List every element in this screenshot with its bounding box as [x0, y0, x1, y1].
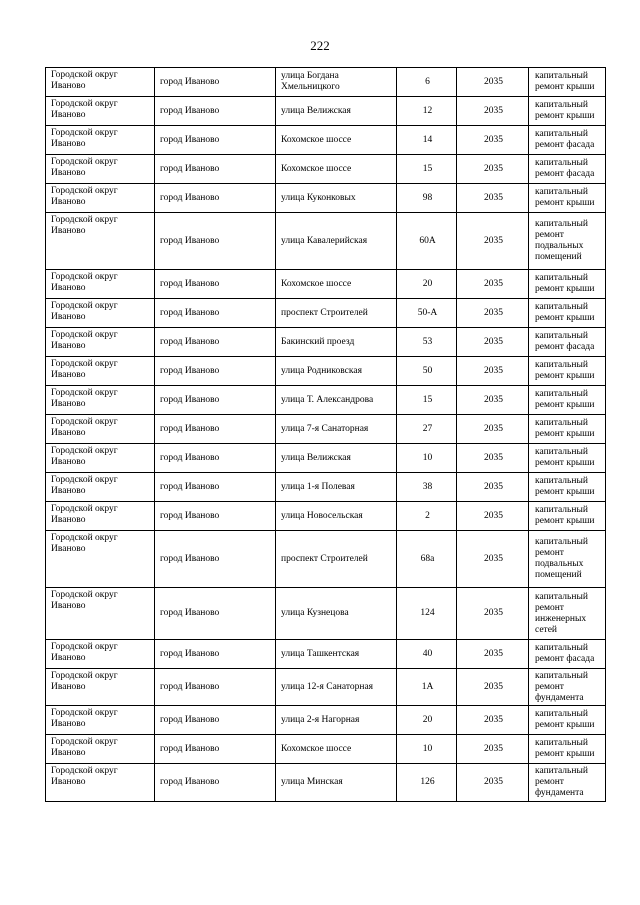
- house-number-cell: 15: [397, 155, 457, 184]
- district-cell: Городской округ Иваново: [46, 126, 155, 155]
- year-cell: 2035: [457, 299, 529, 328]
- city-cell: город Иваново: [155, 213, 276, 270]
- table-row: [46, 531, 606, 588]
- table-row: [46, 415, 606, 444]
- house-number-cell: 2: [397, 502, 457, 531]
- work-type-cell: капитальный ремонт фасада: [529, 328, 606, 357]
- table-row: [46, 669, 606, 706]
- city-cell: город Иваново: [155, 68, 276, 97]
- house-number-cell: 27: [397, 415, 457, 444]
- street-cell: улица 1-я Полевая: [276, 473, 397, 502]
- district-cell: Городской округ Иваново: [46, 415, 155, 444]
- city-cell: город Иваново: [155, 126, 276, 155]
- table-row: [46, 97, 606, 126]
- house-number-cell: 124: [397, 588, 457, 640]
- street-cell: проспект Строителей: [276, 299, 397, 328]
- table-row: [46, 270, 606, 299]
- district-cell: Городской округ Иваново: [46, 764, 155, 802]
- table-row: [46, 764, 606, 802]
- house-number-cell: 68а: [397, 531, 457, 588]
- street-cell: улица Велижская: [276, 444, 397, 473]
- table-row: [46, 68, 606, 97]
- street-cell: улица Кавалерийская: [276, 213, 397, 270]
- work-type-cell: капитальный ремонт крыши: [529, 270, 606, 299]
- district-cell: Городской округ Иваново: [46, 97, 155, 126]
- work-type-cell: капитальный ремонт подвальных помещений: [529, 531, 606, 588]
- table-body: [46, 68, 606, 802]
- table-row: [46, 328, 606, 357]
- table-row: [46, 588, 606, 640]
- street-cell: улица Кузнецова: [276, 588, 397, 640]
- street-cell: проспект Строителей: [276, 531, 397, 588]
- district-cell: Городской округ Иваново: [46, 706, 155, 735]
- district-cell: Городской округ Иваново: [46, 735, 155, 764]
- table-row: [46, 735, 606, 764]
- district-cell: Городской округ Иваново: [46, 68, 155, 97]
- house-number-cell: 126: [397, 764, 457, 802]
- district-cell: Городской округ Иваново: [46, 386, 155, 415]
- work-type-cell: капитальный ремонт крыши: [529, 184, 606, 213]
- work-type-cell: капитальный ремонт фасада: [529, 126, 606, 155]
- house-number-cell: 98: [397, 184, 457, 213]
- work-type-cell: капитальный ремонт фасада: [529, 640, 606, 669]
- city-cell: город Иваново: [155, 640, 276, 669]
- city-cell: город Иваново: [155, 764, 276, 802]
- year-cell: 2035: [457, 588, 529, 640]
- work-type-cell: капитальный ремонт крыши: [529, 415, 606, 444]
- table-row: [46, 444, 606, 473]
- district-cell: Городской округ Иваново: [46, 588, 155, 640]
- work-type-cell: капитальный ремонт крыши: [529, 473, 606, 502]
- year-cell: 2035: [457, 473, 529, 502]
- work-type-cell: капитальный ремонт фасада: [529, 155, 606, 184]
- district-cell: Городской округ Иваново: [46, 155, 155, 184]
- table-row: [46, 184, 606, 213]
- district-cell: Городской округ Иваново: [46, 669, 155, 706]
- district-cell: Городской округ Иваново: [46, 473, 155, 502]
- city-cell: город Иваново: [155, 415, 276, 444]
- street-cell: Кохомское шоссе: [276, 126, 397, 155]
- district-cell: Городской округ Иваново: [46, 184, 155, 213]
- work-type-cell: капитальный ремонт крыши: [529, 502, 606, 531]
- city-cell: город Иваново: [155, 502, 276, 531]
- house-number-cell: 53: [397, 328, 457, 357]
- district-cell: Городской округ Иваново: [46, 640, 155, 669]
- work-type-cell: капитальный ремонт подвальных помещений: [529, 213, 606, 270]
- city-cell: город Иваново: [155, 386, 276, 415]
- year-cell: 2035: [457, 531, 529, 588]
- city-cell: город Иваново: [155, 473, 276, 502]
- street-cell: улица 12-я Санаторная: [276, 669, 397, 706]
- street-cell: улица Т. Александрова: [276, 386, 397, 415]
- work-type-cell: капитальный ремонт крыши: [529, 68, 606, 97]
- house-number-cell: 15: [397, 386, 457, 415]
- city-cell: город Иваново: [155, 588, 276, 640]
- work-type-cell: капитальный ремонт крыши: [529, 444, 606, 473]
- table-row: [46, 126, 606, 155]
- work-type-cell: капитальный ремонт крыши: [529, 706, 606, 735]
- year-cell: 2035: [457, 155, 529, 184]
- city-cell: город Иваново: [155, 357, 276, 386]
- house-number-cell: 50-А: [397, 299, 457, 328]
- street-cell: улица Куконковых: [276, 184, 397, 213]
- house-number-cell: 10: [397, 735, 457, 764]
- city-cell: город Иваново: [155, 328, 276, 357]
- year-cell: 2035: [457, 735, 529, 764]
- year-cell: 2035: [457, 640, 529, 669]
- district-cell: Городской округ Иваново: [46, 531, 155, 588]
- street-cell: улица Богдана Хмельницкого: [276, 68, 397, 97]
- district-cell: Городской округ Иваново: [46, 502, 155, 531]
- year-cell: 2035: [457, 386, 529, 415]
- work-type-cell: капитальный ремонт инженерных сетей: [529, 588, 606, 640]
- city-cell: город Иваново: [155, 97, 276, 126]
- repair-schedule-table: [45, 67, 606, 802]
- house-number-cell: 40: [397, 640, 457, 669]
- house-number-cell: 10: [397, 444, 457, 473]
- city-cell: город Иваново: [155, 270, 276, 299]
- year-cell: 2035: [457, 270, 529, 299]
- table-row: [46, 502, 606, 531]
- year-cell: 2035: [457, 764, 529, 802]
- city-cell: город Иваново: [155, 444, 276, 473]
- street-cell: улица 7-я Санаторная: [276, 415, 397, 444]
- city-cell: город Иваново: [155, 669, 276, 706]
- table-row: [46, 386, 606, 415]
- house-number-cell: 38: [397, 473, 457, 502]
- table-row: [46, 473, 606, 502]
- district-cell: Городской округ Иваново: [46, 213, 155, 270]
- table-row: [46, 299, 606, 328]
- street-cell: Кохомское шоссе: [276, 735, 397, 764]
- year-cell: 2035: [457, 213, 529, 270]
- district-cell: Городской округ Иваново: [46, 270, 155, 299]
- work-type-cell: капитальный ремонт крыши: [529, 299, 606, 328]
- city-cell: город Иваново: [155, 184, 276, 213]
- year-cell: 2035: [457, 706, 529, 735]
- table-row: [46, 706, 606, 735]
- street-cell: Бакинский проезд: [276, 328, 397, 357]
- work-type-cell: капитальный ремонт фундамента: [529, 764, 606, 802]
- street-cell: улица Родниковская: [276, 357, 397, 386]
- year-cell: 2035: [457, 415, 529, 444]
- year-cell: 2035: [457, 502, 529, 531]
- work-type-cell: капитальный ремонт крыши: [529, 735, 606, 764]
- house-number-cell: 12: [397, 97, 457, 126]
- year-cell: 2035: [457, 444, 529, 473]
- house-number-cell: 60А: [397, 213, 457, 270]
- work-type-cell: капитальный ремонт крыши: [529, 357, 606, 386]
- year-cell: 2035: [457, 68, 529, 97]
- district-cell: Городской округ Иваново: [46, 328, 155, 357]
- street-cell: улица Велижская: [276, 97, 397, 126]
- street-cell: улица Минская: [276, 764, 397, 802]
- house-number-cell: 50: [397, 357, 457, 386]
- street-cell: улица Ташкентская: [276, 640, 397, 669]
- district-cell: Городской округ Иваново: [46, 299, 155, 328]
- city-cell: город Иваново: [155, 155, 276, 184]
- work-type-cell: капитальный ремонт крыши: [529, 97, 606, 126]
- year-cell: 2035: [457, 184, 529, 213]
- year-cell: 2035: [457, 669, 529, 706]
- table-row: [46, 213, 606, 270]
- table-row: [46, 357, 606, 386]
- house-number-cell: 6: [397, 68, 457, 97]
- work-type-cell: капитальный ремонт крыши: [529, 386, 606, 415]
- house-number-cell: 1А: [397, 669, 457, 706]
- year-cell: 2035: [457, 97, 529, 126]
- year-cell: 2035: [457, 357, 529, 386]
- house-number-cell: 20: [397, 270, 457, 299]
- page-number: 222: [310, 38, 330, 53]
- street-cell: улица Новосельская: [276, 502, 397, 531]
- city-cell: город Иваново: [155, 706, 276, 735]
- city-cell: город Иваново: [155, 299, 276, 328]
- house-number-cell: 20: [397, 706, 457, 735]
- street-cell: улица 2-я Нагорная: [276, 706, 397, 735]
- street-cell: Кохомское шоссе: [276, 155, 397, 184]
- year-cell: 2035: [457, 126, 529, 155]
- city-cell: город Иваново: [155, 735, 276, 764]
- district-cell: Городской округ Иваново: [46, 357, 155, 386]
- table-row: [46, 640, 606, 669]
- street-cell: Кохомское шоссе: [276, 270, 397, 299]
- district-cell: Городской округ Иваново: [46, 444, 155, 473]
- work-type-cell: капитальный ремонт фундамента: [529, 669, 606, 706]
- house-number-cell: 14: [397, 126, 457, 155]
- city-cell: город Иваново: [155, 531, 276, 588]
- year-cell: 2035: [457, 328, 529, 357]
- table-row: [46, 155, 606, 184]
